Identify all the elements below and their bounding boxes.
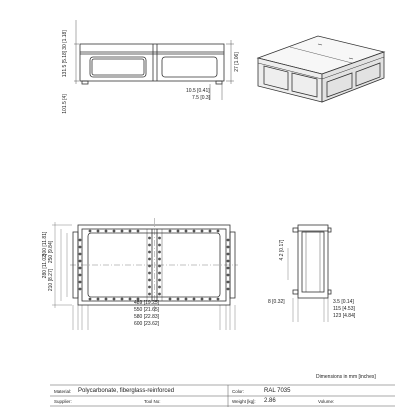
screw-mark bbox=[121, 298, 124, 301]
screw-mark bbox=[79, 246, 82, 249]
screw-mark bbox=[158, 251, 161, 254]
screw-mark bbox=[129, 230, 132, 233]
screw-mark bbox=[227, 281, 230, 284]
volume-label: Volume: bbox=[318, 399, 335, 404]
screw-mark bbox=[97, 298, 100, 301]
screw-mark bbox=[137, 230, 140, 233]
screw-mark bbox=[158, 272, 161, 275]
front-width-550: 550 [21.65] bbox=[134, 307, 160, 313]
screw-mark bbox=[79, 281, 82, 284]
screw-mark bbox=[148, 279, 151, 282]
screw-mark bbox=[177, 230, 180, 233]
screw-mark bbox=[227, 253, 230, 256]
side-height-bottom-label: 101.5 [4] bbox=[62, 94, 68, 114]
end-dim-left: 8 [0.32] bbox=[268, 299, 285, 305]
end-depth-3-5: 3.5 [0.14] bbox=[333, 299, 354, 305]
screw-mark bbox=[177, 298, 180, 301]
screw-mark bbox=[227, 288, 230, 291]
material-value: Polycarbonate, fiberglass-reinforced bbox=[78, 388, 175, 394]
screw-mark bbox=[185, 298, 188, 301]
screw-mark bbox=[193, 230, 196, 233]
screw-mark bbox=[158, 237, 161, 240]
screw-mark bbox=[105, 230, 108, 233]
weight-label: Weight [kg]: bbox=[232, 399, 256, 404]
side-bottom-dim-b: 7.5 [0.3] bbox=[192, 95, 211, 101]
screw-mark bbox=[113, 230, 116, 233]
screw-mark bbox=[227, 246, 230, 249]
screw-mark bbox=[169, 230, 172, 233]
material-label: Material: bbox=[54, 389, 72, 394]
front-width-580: 580 [22.83] bbox=[134, 314, 160, 320]
screw-mark bbox=[79, 267, 82, 270]
screw-mark bbox=[209, 298, 212, 301]
color-value: RAL 7035 bbox=[264, 388, 291, 394]
end-view bbox=[288, 225, 331, 322]
screw-mark bbox=[227, 260, 230, 263]
isometric-view bbox=[258, 36, 384, 102]
screw-mark bbox=[97, 230, 100, 233]
screw-mark bbox=[217, 230, 220, 233]
screw-mark bbox=[201, 230, 204, 233]
screw-mark bbox=[227, 239, 230, 242]
screw-mark bbox=[227, 267, 230, 270]
screw-mark bbox=[148, 251, 151, 254]
screw-mark bbox=[79, 253, 82, 256]
side-height-mid-label: 131.5 [5.18] bbox=[62, 50, 68, 78]
screw-mark bbox=[227, 274, 230, 277]
screw-mark bbox=[158, 293, 161, 296]
end-depth-115: 115 [4.53] bbox=[333, 306, 355, 312]
tool-no-label: Tool No: bbox=[144, 399, 161, 404]
end-depth-123: 123 [4.84] bbox=[333, 313, 356, 319]
screw-mark bbox=[201, 298, 204, 301]
screw-mark bbox=[158, 244, 161, 247]
screw-mark bbox=[148, 237, 151, 240]
units-note: Dimensions in mm [inches] bbox=[316, 374, 376, 380]
screw-mark bbox=[79, 260, 82, 263]
front-height-250: 250 [9.84] bbox=[48, 240, 54, 264]
screw-mark bbox=[148, 286, 151, 289]
front-width-489: 489 [19.25] bbox=[134, 300, 160, 306]
screw-mark bbox=[158, 265, 161, 268]
side-bottom-dim-a: 10.5 [0.41] bbox=[186, 88, 210, 94]
front-height-280: 280 [11.02] bbox=[42, 253, 48, 279]
screw-mark bbox=[148, 265, 151, 268]
screw-mark bbox=[121, 230, 124, 233]
screw-mark bbox=[169, 298, 172, 301]
front-width-600: 600 [23.62] bbox=[134, 321, 160, 327]
screw-mark bbox=[209, 230, 212, 233]
screw-mark bbox=[217, 298, 220, 301]
screw-mark bbox=[79, 288, 82, 291]
side-height-top-label: 30 [1.18] bbox=[62, 30, 68, 50]
screw-mark bbox=[89, 298, 92, 301]
end-dim-4-2: 4.2 [0.17] bbox=[279, 239, 285, 261]
side-height-right-label: 27 [1.06] bbox=[234, 52, 240, 72]
screw-mark bbox=[158, 286, 161, 289]
color-label: Color: bbox=[232, 389, 245, 394]
screw-mark bbox=[105, 298, 108, 301]
screw-mark bbox=[113, 298, 116, 301]
supplier-label: Supplier: bbox=[54, 399, 72, 404]
weight-value: 2.86 bbox=[264, 398, 276, 404]
screw-mark bbox=[193, 298, 196, 301]
screw-mark bbox=[185, 230, 188, 233]
screw-mark bbox=[158, 258, 161, 261]
screw-mark bbox=[158, 279, 161, 282]
screw-mark bbox=[129, 298, 132, 301]
front-height-300: 300 [11.81] bbox=[42, 231, 48, 257]
screw-mark bbox=[148, 293, 151, 296]
screw-mark bbox=[79, 274, 82, 277]
screw-mark bbox=[89, 230, 92, 233]
screw-mark bbox=[148, 258, 151, 261]
front-height-210: 210 [8.27] bbox=[48, 268, 54, 292]
screw-mark bbox=[148, 244, 151, 247]
screw-mark bbox=[148, 272, 151, 275]
side-view bbox=[74, 20, 234, 100]
screw-mark bbox=[79, 239, 82, 242]
